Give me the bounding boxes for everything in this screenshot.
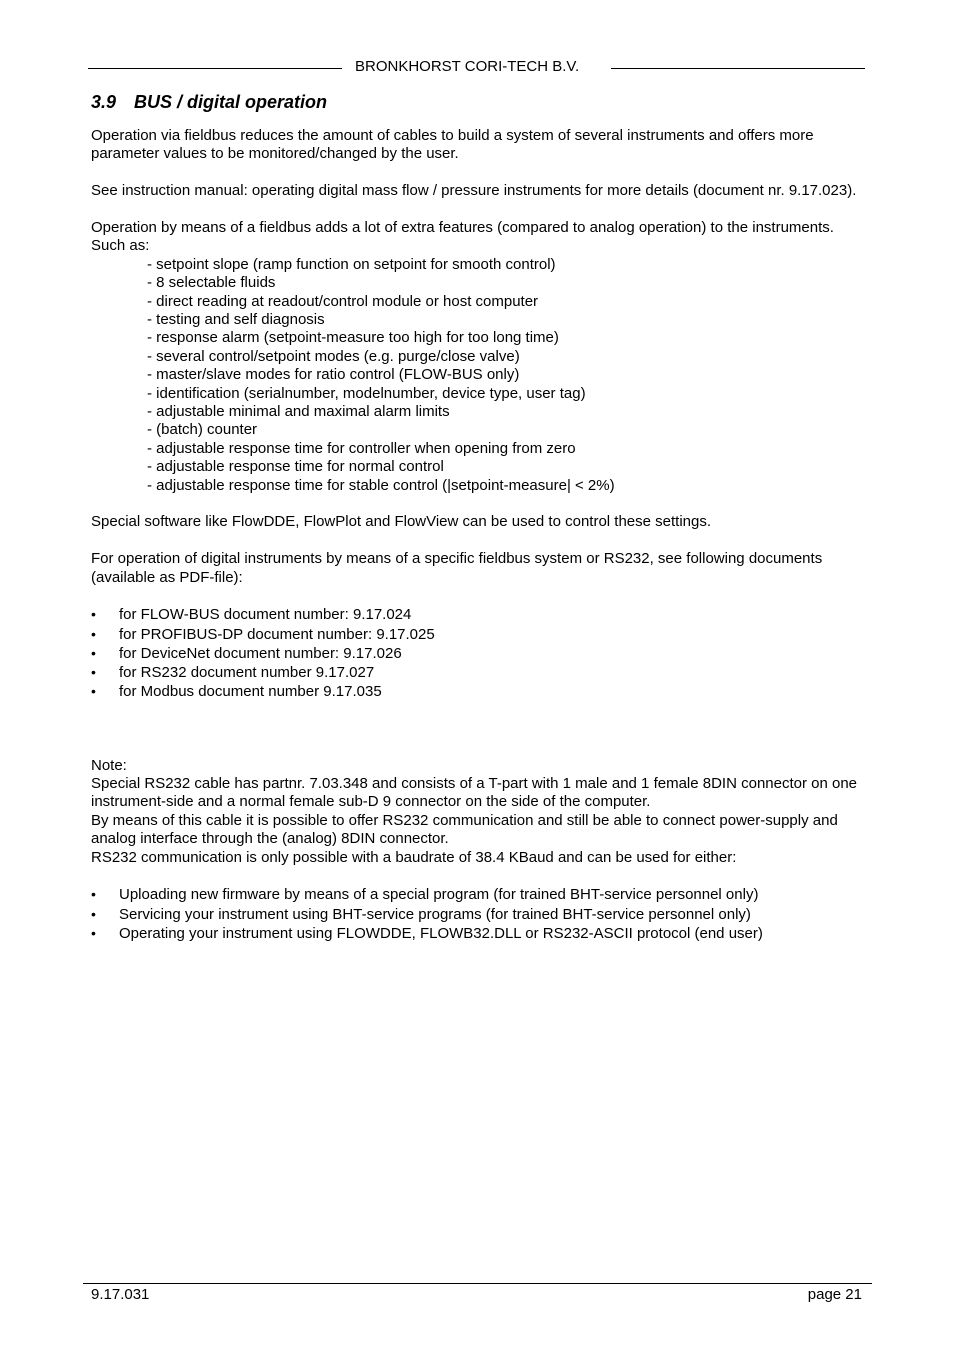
paragraph-features-intro: Operation by means of a fieldbus adds a lot of extra features (compared to analog operation) to the instruments. — [91, 219, 834, 236]
section-title: BUS / digital operation — [134, 92, 328, 112]
rs232-use-item: • Operating your instrument using FLOWDDE, FLOWB32.DLL or RS232-ASCII protocol (end user) — [91, 924, 871, 943]
note-baudrate: RS232 communication is only possible with a baudrate of 38.4 KBaud and can be used for either: — [91, 848, 737, 866]
feature-item: - response alarm (setpoint-measure too high for too long time) — [147, 329, 871, 347]
feature-item: - (batch) counter — [147, 421, 871, 439]
header-company: BRONKHORST CORI-TECH B.V. — [355, 58, 580, 75]
rs232-use-item: • Servicing your instrument using BHT-service programs (for trained BHT-service personnel only) — [91, 905, 871, 924]
header-rule-left — [88, 68, 342, 69]
feature-item: - adjustable response time for normal control — [147, 458, 871, 476]
feature-item: - adjustable response time for controller when opening from zero — [147, 440, 871, 458]
feature-item: - identification (serialnumber, modelnumber, device type, user tag) — [147, 385, 871, 403]
footer-page-number: page 21 — [807, 1286, 862, 1303]
paragraph-intro: Operation via fieldbus reduces the amount of cables to build a system of several instruments and offers more parameter values to be monitored/changed by the user. — [91, 127, 814, 163]
page-footer — [83, 1283, 872, 1303]
page-header — [88, 57, 865, 77]
feature-item: - setpoint slope (ramp function on setpoint for smooth control) — [147, 256, 871, 274]
rs232-use-item: • Uploading new firmware by means of a special program (for trained BHT-service personnel only) — [91, 885, 871, 904]
spacer — [91, 702, 871, 757]
note-cable-purpose: By means of this cable it is possible to offer RS232 communication and still be able to connect power-supply and analog interface through the (analog) 8DIN connector. — [91, 811, 838, 848]
document-item: • for DeviceNet document number: 9.17.026 — [91, 644, 871, 663]
paragraph-such-as: Such as: — [91, 237, 150, 255]
document-item: • for Modbus document number 9.17.035 — [91, 682, 871, 701]
feature-item: - adjustable response time for stable control (|setpoint-measure| < 2%) — [147, 477, 871, 495]
feature-item: - direct reading at readout/control module or host computer — [147, 293, 871, 311]
header-rule-right — [611, 68, 865, 69]
document-item: • for RS232 document number 9.17.027 — [91, 663, 871, 682]
paragraph-software: Special software like FlowDDE, FlowPlot and FlowView can be used to control these settings. — [91, 513, 712, 531]
document-list — [91, 605, 871, 701]
section-number: 3.9 — [91, 92, 117, 112]
paragraph-manual-ref: See instruction manual: operating digital mass flow / pressure instruments for more details (document nr. 9.17.023). — [91, 182, 857, 200]
document-item: • for FLOW-BUS document number: 9.17.024 — [91, 605, 871, 624]
page-content — [91, 90, 871, 943]
feature-item: - 8 selectable fluids — [147, 274, 871, 292]
feature-item: - adjustable minimal and maximal alarm limits — [147, 403, 871, 421]
feature-item: - testing and self diagnosis — [147, 311, 871, 329]
rs232-use-list — [91, 885, 871, 943]
note-label: Note: — [91, 756, 127, 774]
paragraph-documents-intro: For operation of digital instruments by means of a specific fieldbus system or RS232, see following documents (available as PDF-file): — [91, 550, 823, 586]
section-heading — [91, 90, 871, 114]
document-item: • for PROFIBUS-DP document number: 9.17.025 — [91, 625, 871, 644]
note-cable: Special RS232 cable has partnr. 7.03.348 and consists of a T-part with 1 male and 1 female 8DIN connector on one instrument-side and a normal female sub-D 9 connector on the side of the computer. — [91, 774, 858, 811]
feature-list — [91, 256, 871, 495]
feature-item: - master/slave modes for ratio control (FLOW-BUS only) — [147, 366, 871, 384]
feature-item: - several control/setpoint modes (e.g. purge/close valve) — [147, 348, 871, 366]
footer-doc-number: 9.17.031 — [91, 1286, 150, 1303]
